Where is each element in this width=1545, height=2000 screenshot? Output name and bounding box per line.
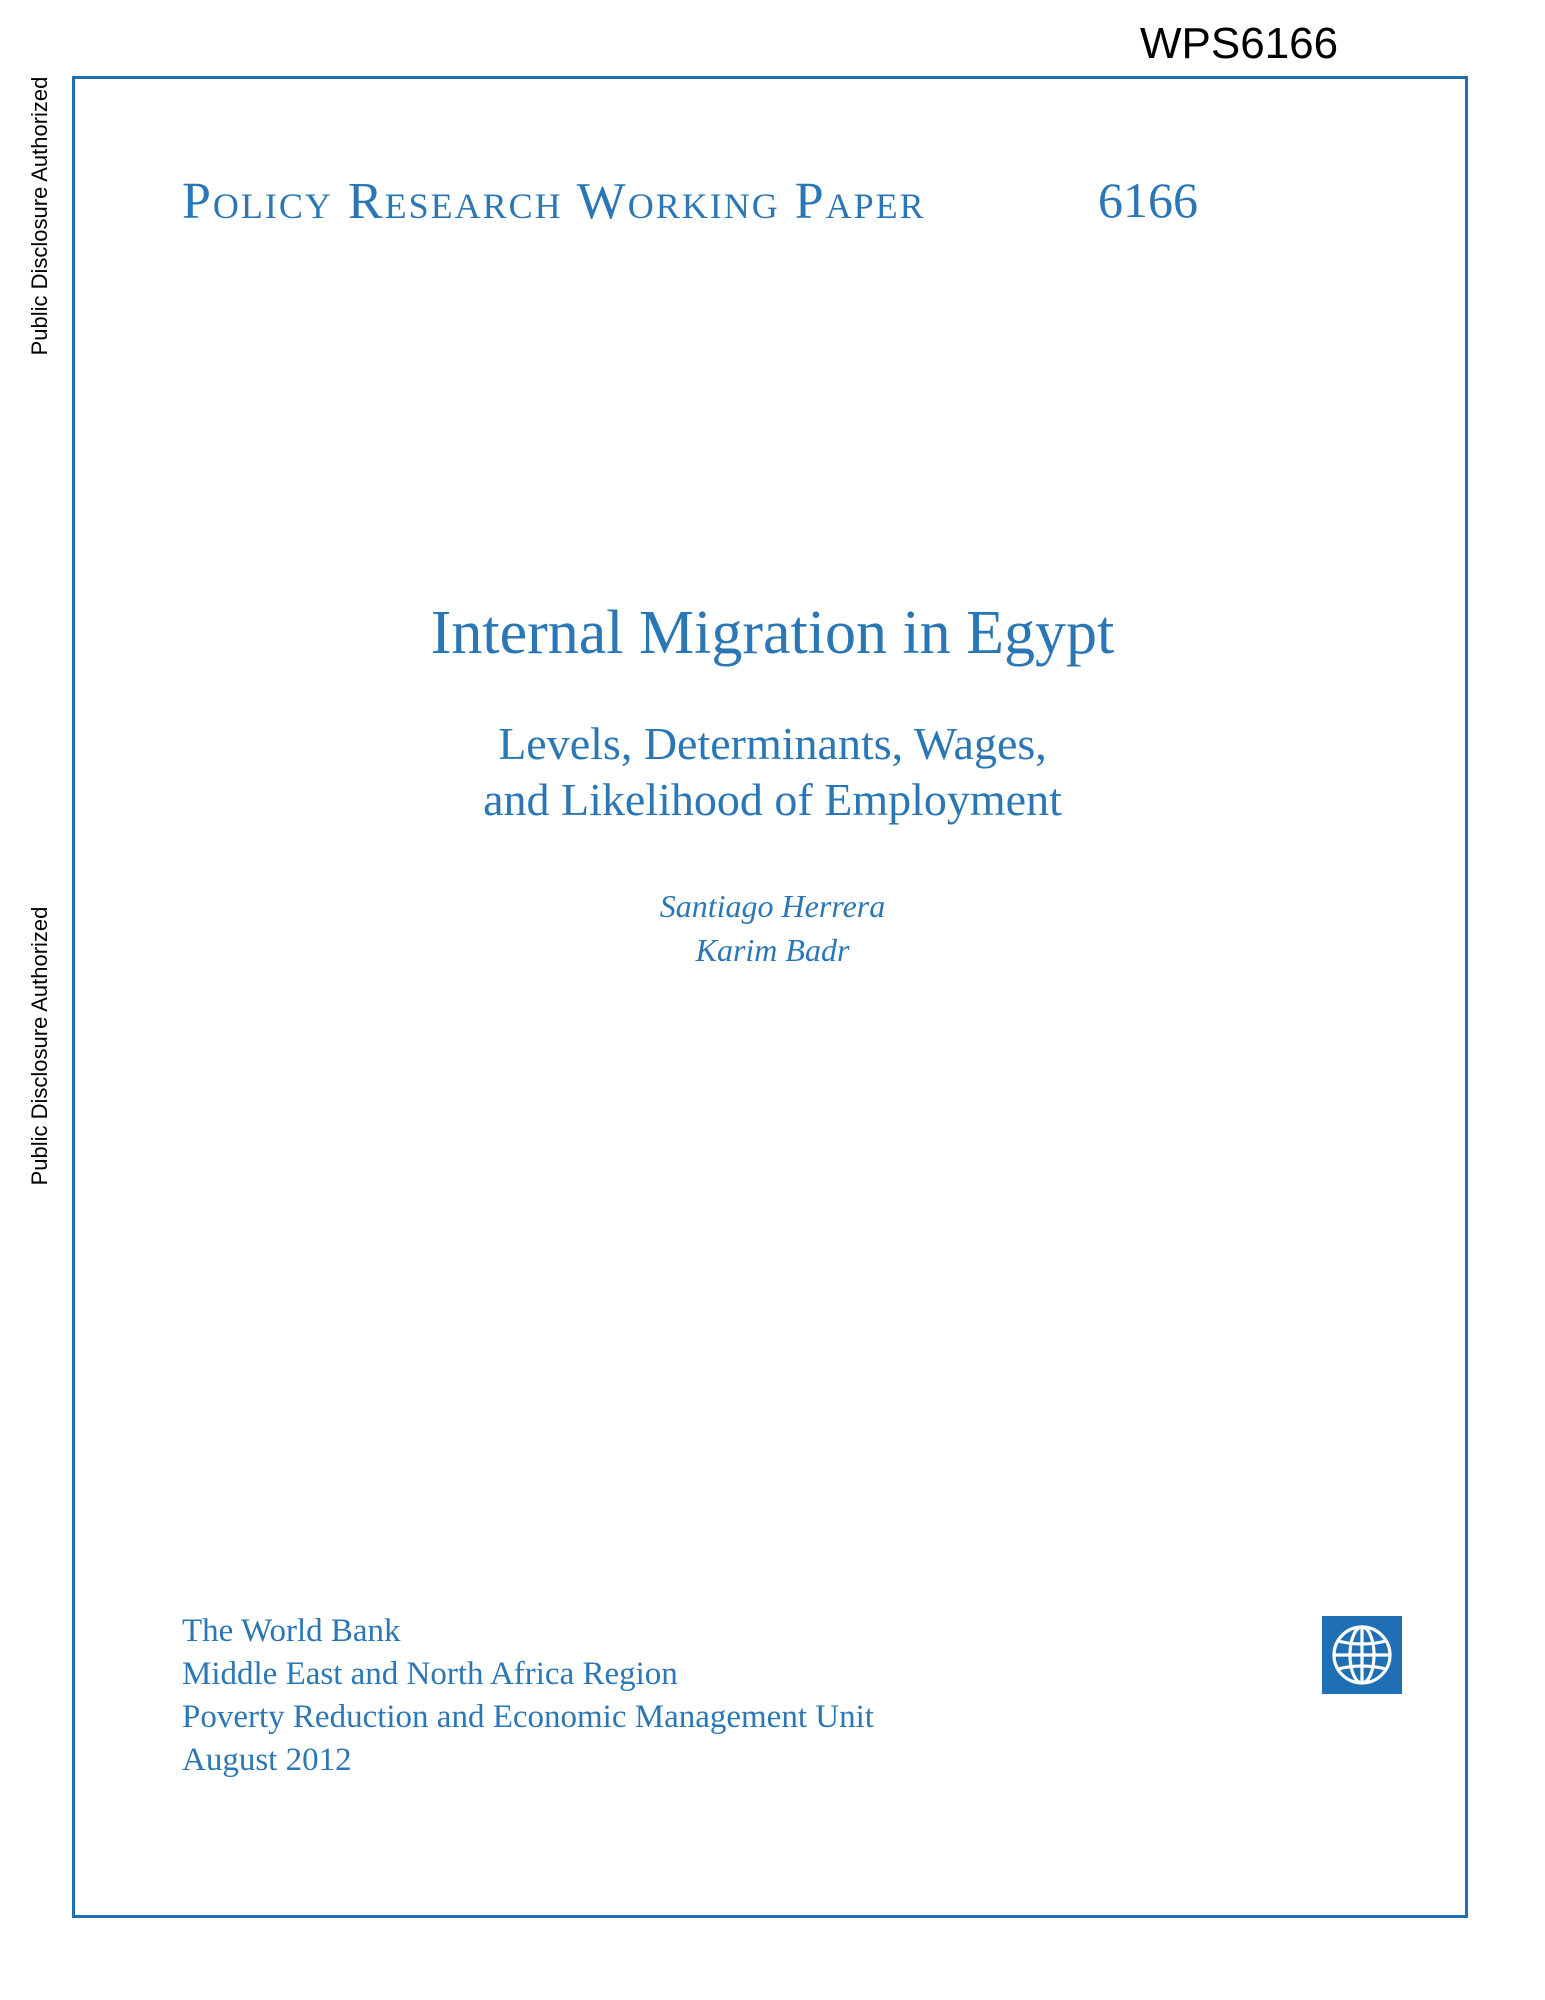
paper-title: Internal Migration in Egypt [430, 599, 1115, 667]
series-number: 6166 [1098, 172, 1198, 228]
series-name: Policy Research Working Paper [182, 173, 926, 230]
paper-subtitle-line-1: Levels, Determinants, Wages, [498, 718, 1047, 769]
world-bank-globe-icon [1322, 1616, 1402, 1694]
imprint-region: Middle East and North Africa Region [182, 1656, 678, 1692]
paper-subtitle-line-2: and Likelihood of Employment [483, 774, 1062, 825]
imprint-organization: The World Bank [182, 1613, 401, 1649]
disclosure-stamp-middle: Public Disclosure Authorized [27, 906, 52, 1186]
imprint-date: August 2012 [182, 1742, 352, 1778]
author-2: Karim Badr [695, 932, 850, 968]
author-1: Santiago Herrera [659, 888, 886, 924]
disclosure-stamp-top: Public Disclosure Authorized [27, 76, 52, 356]
imprint-unit: Poverty Reduction and Economic Management Unit [182, 1699, 874, 1735]
report-id: WPS6166 [1140, 19, 1339, 68]
